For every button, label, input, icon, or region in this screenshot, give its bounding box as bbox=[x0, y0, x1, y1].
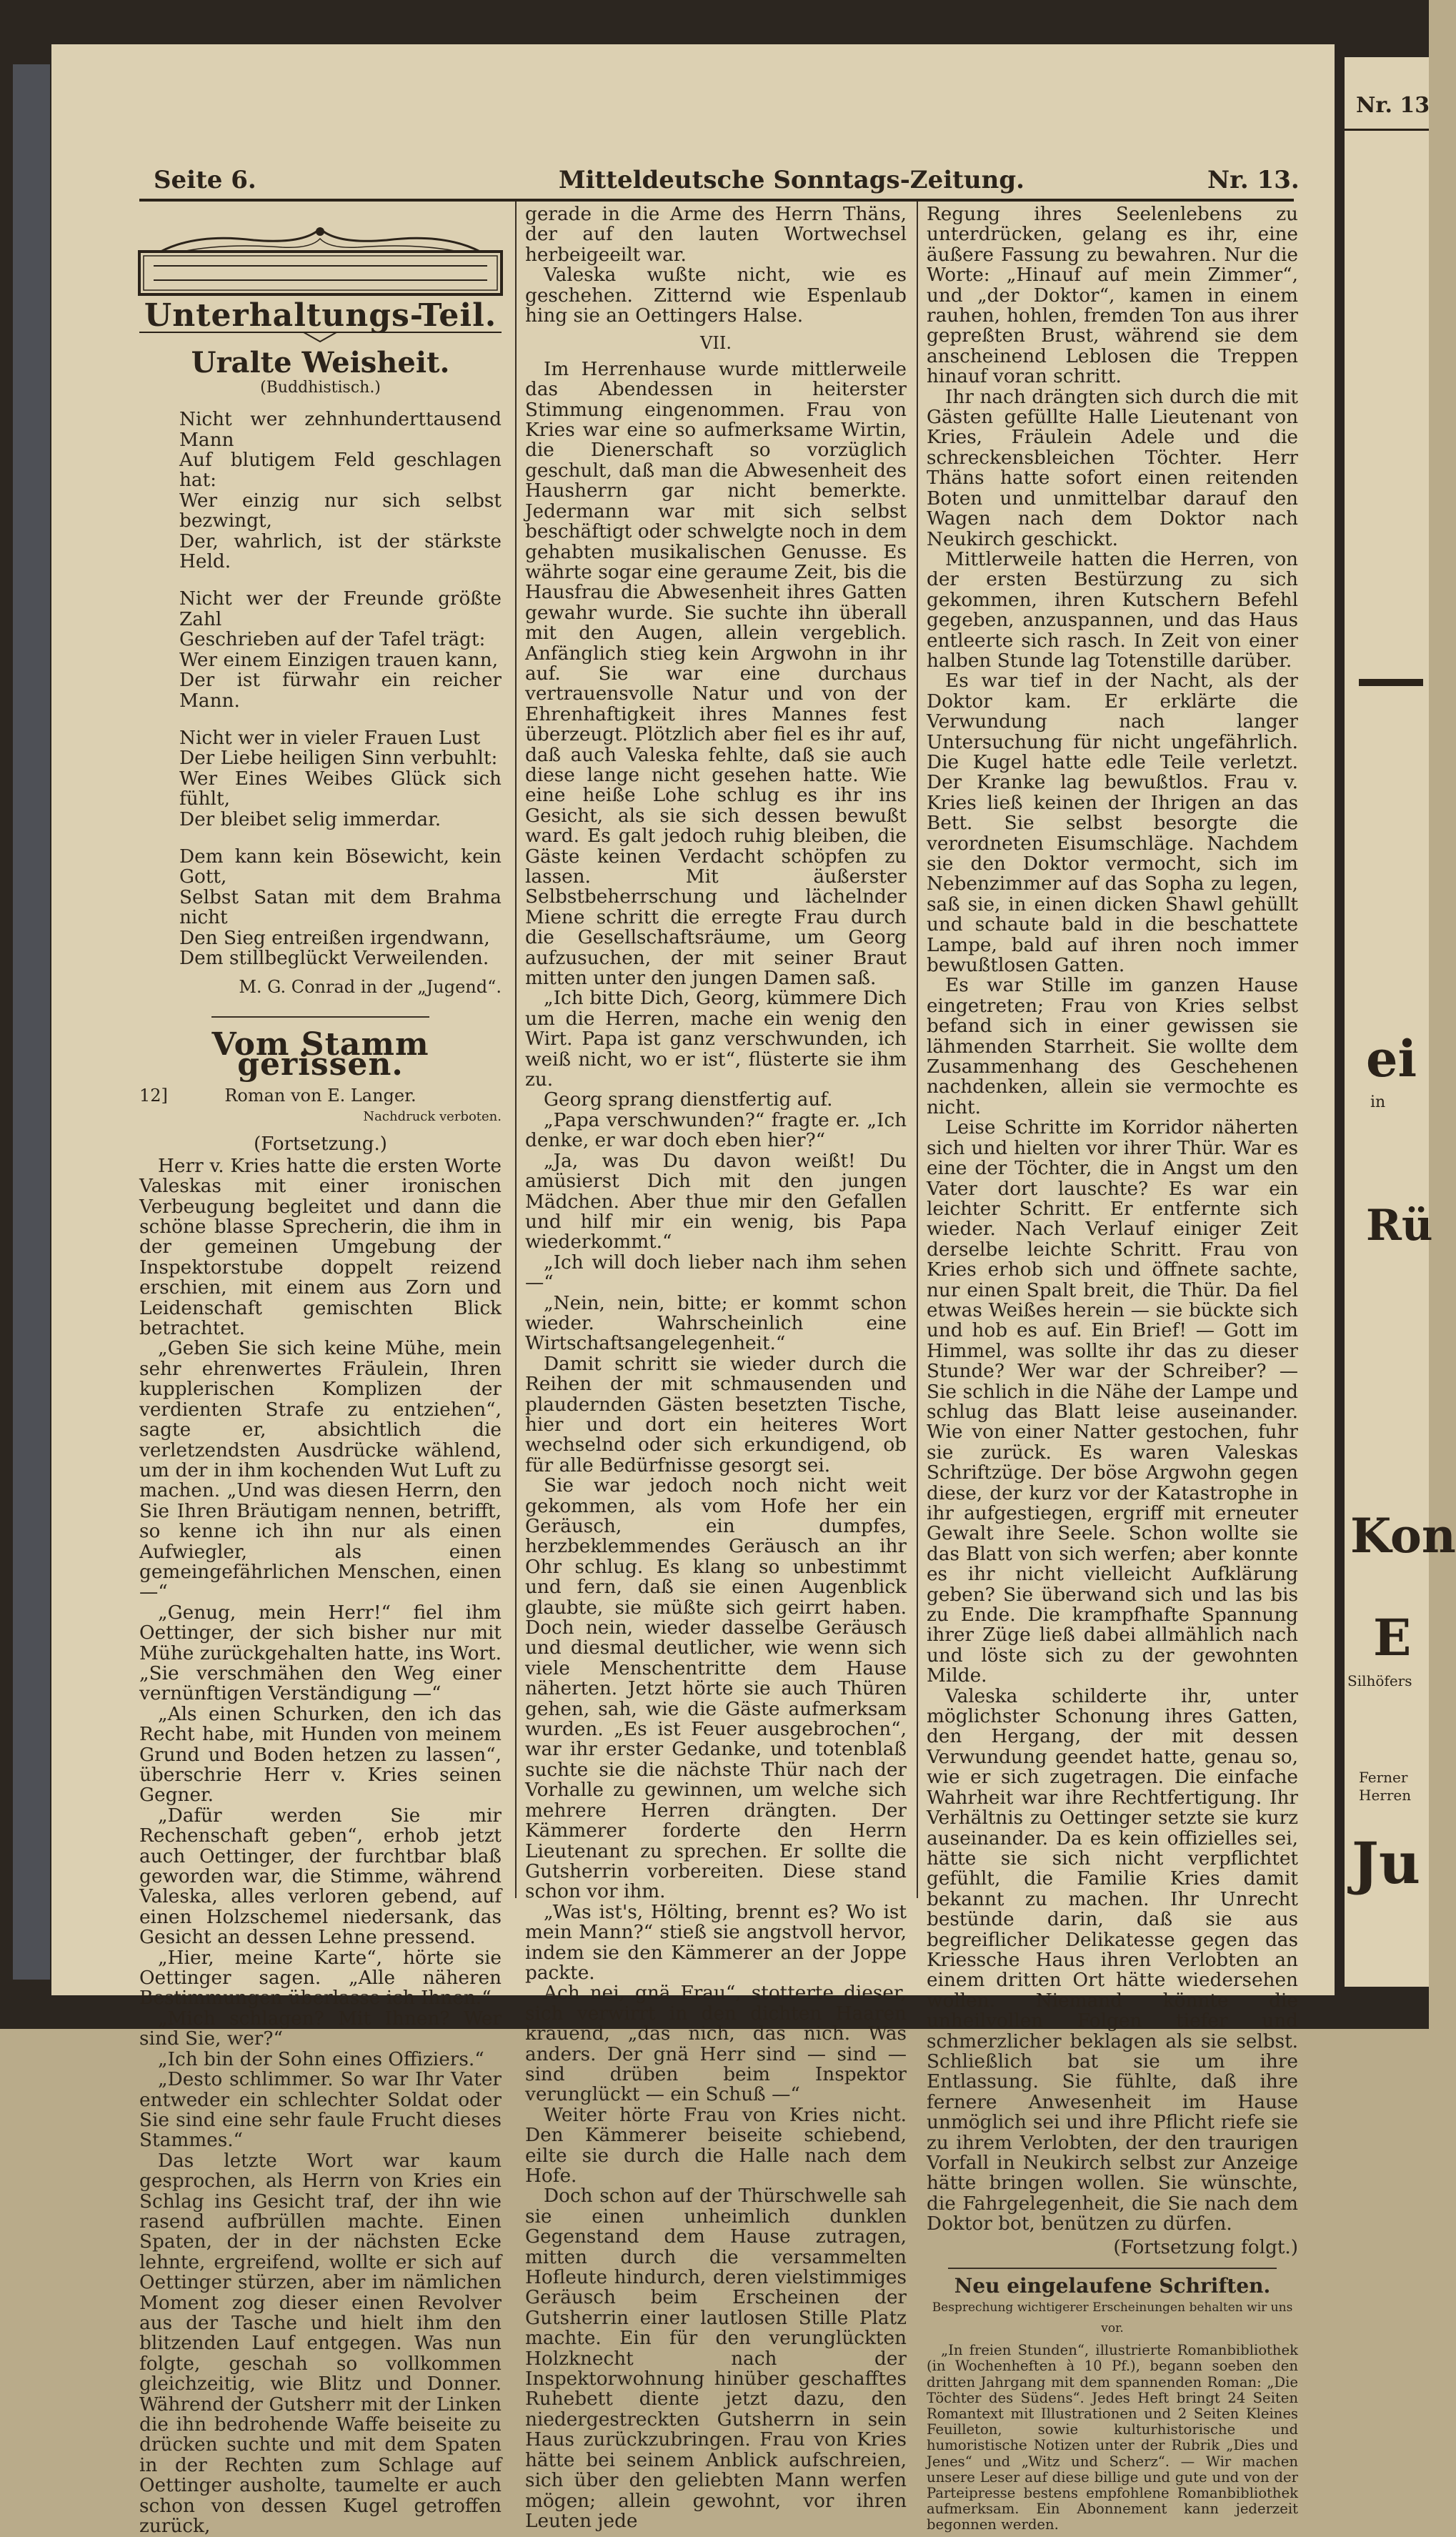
adjacent-fragment: Silhöfers bbox=[1347, 1672, 1412, 1689]
poem-stanza bbox=[179, 847, 502, 968]
poem-stanzas bbox=[139, 409, 502, 968]
poem-title: Uralte Weisheit. bbox=[191, 346, 450, 380]
poem-line: Wer einzig nur sich selbst bezwingt, bbox=[179, 490, 502, 532]
poem-line: Wer Eines Weibes Glück sich fühlt, bbox=[179, 768, 502, 810]
paragraph: „Dafür werden Sie mir Rechenschaft geben“, erhob jetzt auch Oettinger, der furchtbar blaß geworden war, die Stimme, während Valeska, alles verloren gebend, auf einen Holzschemel niedersank, das Gesicht an dessen Lehne pressend. bbox=[139, 1804, 502, 1949]
poem-line: Der Liebe heiligen Sinn verbuhlt: bbox=[179, 748, 498, 770]
paragraph: „Ich will doch lieber nach ihm sehen —“ bbox=[525, 1251, 907, 1294]
poem-divider bbox=[211, 1016, 429, 1018]
poem-line: Der, wahrlich, ist der stärkste Held. bbox=[179, 530, 502, 573]
paragraph: „Papa verschwunden?“ fragte er. „Ich denke, er war doch eben hier?“ bbox=[525, 1109, 907, 1152]
poem-line: Dem stillbeglückt Verweilenden. bbox=[179, 947, 489, 969]
paragraph: Georg sprang dienstfertig auf. bbox=[544, 1089, 833, 1111]
column-rule bbox=[917, 202, 918, 1898]
novel-text-col2-top bbox=[525, 204, 907, 326]
adjacent-rule bbox=[1345, 129, 1429, 131]
novel-author: Roman von E. Langer. bbox=[224, 1085, 417, 1106]
paragraph: „Geben Sie sich keine Mühe, mein sehr ehrenwertes Fräulein, Ihren kupplerischen Komplizen der verdienten Strafe zu entziehen“, sagte er, absichtlich die verletzendsten Ausdrücke wählend, um der in ihm kochenden Wut Luft zu machen. „Und was diesen Herrn, den Sie Ihren Bräutigam nennen, betrifft, so kenne ich ihn nur als einen Aufwiegler, als einen gemeingefährlichen Menschen, einen —“ bbox=[139, 1338, 502, 1604]
column-2 bbox=[525, 204, 907, 2531]
novel-text-col3 bbox=[927, 204, 1298, 2235]
paragraph: „Hier, meine Karte“, hörte sie Oettinger sagen. „Alle näheren Bestimmungen überlasse ich Ihnen.“ bbox=[139, 1947, 502, 2010]
poem-line: Wer einem Einzigen trauen kann, bbox=[179, 649, 499, 671]
poem-subtitle: (Buddhistisch.) bbox=[260, 378, 381, 397]
adjacent-fragment: in bbox=[1370, 1093, 1386, 1111]
writings-divider bbox=[948, 2268, 1277, 2269]
poem-stanza bbox=[179, 728, 502, 830]
paragraph: „Desto schlimmer. So war Ihr Vater entweder ein schlechter Soldat oder Sie sind eine sehr faule Frucht dieses Stammes.“ bbox=[139, 2069, 502, 2152]
paragraph: „Genug, mein Herr!“ fiel ihm Oettinger, der sich bisher nur mit Mühe zurückgehalten hatte, ins Wort. „Sie verschmähen den Weg einer vernünftigen Verständigung —“ bbox=[139, 1602, 502, 1705]
poem-stanza bbox=[179, 589, 502, 710]
novel-text-col2 bbox=[525, 359, 907, 2531]
paragraph: „Ich bitte Dich, Georg, kümmere Dich um die Herren, mache ein wenig den Wirt. Papa ist ganz verschwunden, ich weiß nicht, wo er ist“, flüsterte sie ihm zu. bbox=[525, 988, 907, 1091]
paragraph: Ihr nach drängten sich durch die mit Gästen gefüllte Halle Lieutenant von Kries, Fräulein Adele und die schreckensbleichen Töchter. Herr Thäns hatte sofort einen reitenden Boten und unmittelbar darauf den Wagen nach dem Doktor nach Neukirch geschickt. bbox=[927, 386, 1298, 550]
poem-line: Den Sieg entreißen irgendwann, bbox=[179, 927, 490, 949]
paragraph: „Was ist's, Hölting, brennt es? Wo ist mein Mann?“ stieß sie angstvoll hervor, indem sie den Kämmerer an der Joppe packte. bbox=[525, 1901, 907, 1984]
paragraph: Valeska schilderte ihr, unter möglichster Schonung ihres Gatten, den Hergang, der mit dessen Verwundung geendet hatte, genau so, wie er sich zugetragen. Die einfache Wahrheit war ihre Rechtfertigung. Ihr Verhältnis zu Oettinger setzte sie kurz auseinander. Da es kein offizielles sei, hätte sie sich nicht verpflichtet gefühlt, die Familie Kries damit bekannt zu machen. Ihr Unrecht bestünde darin, daß sie aus begreiflicher Delikatesse gegen das Kriessche Haus ihren Verlobten an einem dritten Ort hätte wiedersehen wollen. Niemand könnte die unheilvollen Folgen tiefer und schmerzlicher beklagen als sie selbst. Schließlich bat sie um ihre Entlassung. Sie fühlte, daß ihre fernere Anwesenheit im Hause unmöglich sei und ihre Pflicht riefe sie zu ihrem Verlobten, der den traurigen Vorfall in Neukirch selbst zur Anzeige hätte bringen wollen. Sie wünschte, die Fahrgelegenheit, die Sie nach dem Doktor bot, benützen zu dürfen. bbox=[927, 1685, 1298, 2235]
poem-stanza bbox=[179, 409, 502, 572]
poem-line: Auf blutigem Feld geschlagen hat: bbox=[179, 450, 502, 492]
section-divider bbox=[139, 327, 502, 340]
section-title: Unterhaltungs-Teil. bbox=[144, 297, 497, 334]
to-be-continued: (Fortsetzung folgt.) bbox=[1113, 2236, 1298, 2258]
adjacent-fragment: Kon bbox=[1350, 1508, 1456, 1564]
column-rule bbox=[515, 202, 517, 1898]
novel-text-col1 bbox=[139, 1156, 502, 2537]
paragraph: „Ja, was Du davon weißt! Du amüsierst Dich mit den jungen Mädchen. Aber thue mir den Gefallen und hilf mir ein wenig, bis Papa wiederkommt.“ bbox=[525, 1150, 907, 1253]
poem-line: Dem kann kein Bösewicht, kein Gott, bbox=[179, 845, 502, 888]
section-ornament bbox=[139, 223, 502, 302]
book-binding bbox=[13, 64, 50, 1980]
paragraph: Es war Stille im ganzen Hause eingetreten; Frau von Kries selbst befand sich in einer gewissen sie lähmenden Starrheit. Sie wollte dem Zusammenhang des Geschehenen nachdenken, allein sie vermochte es nicht. bbox=[927, 975, 1298, 1118]
paragraph: Ach nei, gnä Frau“, stotterte dieser, sich verwirrt in den dichten Haaren krauend, „das nich, das nich. Was anders. Der gnä Herr sind — sind — sind drüben beim Inspektor verunglückt — ein Schuß —“ bbox=[525, 1982, 907, 2106]
novel-title: Vom Stamm gerissen. bbox=[211, 1026, 429, 1083]
chapter-heading: VII. bbox=[700, 333, 732, 354]
poem-line: Der ist fürwahr ein reicher Mann. bbox=[179, 670, 502, 712]
poem-attribution: M. G. Conrad in der „Jugend“. bbox=[239, 977, 502, 998]
column-1 bbox=[139, 204, 502, 2536]
writings-title: Neu eingelaufene Schriften. bbox=[954, 2274, 1271, 2298]
adjacent-fragment: ei bbox=[1366, 1029, 1417, 1088]
adjacent-fragment: Herren bbox=[1359, 1787, 1412, 1804]
issue-number: Nr. 13. bbox=[1207, 166, 1300, 194]
reprint-notice: Nachdruck verboten. bbox=[363, 1109, 502, 1124]
adjacent-fragment: E bbox=[1373, 1608, 1412, 1667]
poem-line: Nicht wer zehnhunderttausend Mann bbox=[179, 409, 502, 451]
paragraph: Doch schon auf der Thürschwelle sah sie einen unheimlich dunklen Gegenstand dem Hause zutragen, mitten durch die versammelten Hofleute hindurch, deren vielstimmiges Geräusch beim Erscheinen der Gutsherrin einer lautlosen Stille Platz machte. Ein für den verunglückten Holzknecht nach der Inspektorwohnung hinüber geschafftes Ruhebett diente jetzt dazu, den niedergestreckten Gutsherrn in sein Haus zurückzubringen. Frau von Kries hätte bei seinem Anblick aufschreien, sich über den geliebten Mann werfen mögen; allein gewohnt, vor ihren Leuten jede bbox=[525, 2185, 907, 2532]
adjacent-fragment: Rü bbox=[1366, 1201, 1433, 1251]
paragraph: „Als einen Schurken, den ich das Recht habe, mit Hunden von meinem Grund und Boden hetzen zu lassen“, überschrie Herr v. Kries seinen Gegner. bbox=[139, 1703, 502, 1807]
paragraph: „Mich schlagen? Mit Ihnen? Wer sind Sie, wer?“ bbox=[139, 2007, 502, 2050]
paragraph: Regung ihres Seelenlebens zu unterdrücken, gelang es ihr, eine äußere Fassung zu bewahren. Nur die Worte: „Hinauf auf mein Zimmer“, und „der Doktor“, kamen in einem rauhen, hohlen, fremden Ton aus ihrer gepreßten Brust, während sie dem anscheinend Leblosen die Treppen hinauf voran schritt. bbox=[927, 204, 1298, 388]
paragraph: Sie war jedoch noch nicht weit gekommen, als vom Hofe her ein Geräusch, ein dumpfes, herzbeklemmendes Geräusch an ihr Ohr schlug. Es klang so unbestimmt und fern, daß sie einen Augenblick glaubte, sie müßte sich geirrt haben. Doch nein, wieder dasselbe Geräusch und diesmal deutlicher, wie wenn sich viele Menschentritte dem Hause näherten. Jetzt hörte sie auch Thüren gehen, sah, wie die Gäste aufmerksam wurden. „Es ist Feuer ausgebrochen“, war ihr erster Gedanke, und totenblaß suchte sie die nächste Thür nach der Vorhalle zu gewinnen, um welche sich mehrere Herren drängten. Der Kämmerer forderte den Herrn Lieutenant zu sprechen. Er sollte die Gutsherrin vorbereiten. Diese stand schon vor ihm. bbox=[525, 1475, 907, 1903]
poem-line: Der bleibet selig immerdar. bbox=[179, 808, 442, 830]
paragraph: „Ich bin der Sohn eines Offiziers.“ bbox=[158, 2048, 484, 2070]
poem-line: Selbst Satan mit dem Brahma nicht bbox=[179, 886, 502, 929]
writings-paragraph: „In freien Stunden“, illustrierte Romanbibliothek (in Wochenheften à 10 Pf.), begann soeben den dritten Jahrgang mit dem spannenden Roman: „Die Töchter des Südens“. Jedes Heft bringt 24 Seiten Romantext mit Illustrationen und 2 Seiten Kleines Feuilleton, sowie kulturhistorische und humoristische Notizen unter der Rubrik „Dies und Jenes“ und „Witz und Scherz“. — Wir machen unsere Leser auf diese billige und gute und von der Parteipresse bestens empfohlene Romanbibliothek aufmerksam. Ein Abonnement kann jederzeit begonnen werden. bbox=[927, 2342, 1298, 2533]
writings-body bbox=[927, 2343, 1298, 2533]
newspaper-title: Mitteldeutsche Sonntags-Zeitung. bbox=[559, 166, 1024, 194]
adjacent-ornament bbox=[1359, 679, 1423, 686]
paragraph: Weiter hörte Frau von Kries nicht. Den Kämmerer beiseite schiebend, eilte sie durch die Halle nach dem Hofe. bbox=[525, 2104, 907, 2187]
paragraph: Herr v. Kries hatte die ersten Worte Valeskas mit einer ironischen Verbeugung begleitet und dann die schöne blasse Sprecherin, die ihm in der gemeinen Umgebung der Inspektorstube doppelt reizend erschien, mit einem aus Zorn und Leidenschaft gemischten Blick betrachtet. bbox=[139, 1155, 502, 1340]
column-3 bbox=[927, 204, 1298, 2533]
poem-line: Nicht wer in vieler Frauen Lust bbox=[179, 727, 481, 749]
paragraph: „Nein, nein, bitte; er kommt schon wieder. Wahrscheinlich eine Wirtschaftsangelegenheit.“ bbox=[525, 1292, 907, 1355]
paragraph: Leise Schritte im Korridor näherten sich und hielten vor ihrer Thür. War es eine der Töchter, die in Angst um den Vater dort lauschte? Es war ein leichter Schritt. Er entfernte sich wieder. Nach Verlauf einiger Zeit derselbe leichte Schritt. Frau von Kries erhob sich und öffnete sachte, nur einen Spalt breit, die Thür. Da fiel etwas Weißes herein — sie bückte sich und hob es auf. Ein Brief! — Gott im Himmel, was sollte ihr das zu dieser Stunde? Wer war der Schreiber? — Sie schlich in die Nähe der Lampe und schlug das Blatt leise auseinander. Wie von einer Natter gestochen, fuhr sie zurück. Es waren Valeskas Schriftzüge. Der böse Argwohn gegen diese, der kurz vor der Katastrophe in ihr aufgestiegen, ergriff mit erneuter Gewalt ihre Seele. Schon wollte sie das Blatt von sich werfen; aber konnte es ihr nicht vielleicht Aufklärung geben? Sie überwand sich und las bis zu Ende. Die krampfhafte Spannung ihrer Züge ließ dabei allmählich nach und löste sich zu der gewohnten Milde. bbox=[927, 1117, 1298, 1687]
paragraph: Mittlerweile hatten die Herren, von der ersten Bestürzung zu sich gekommen, ihren Kutschern Befehl gegeben, anzuspannen, und das Haus entleerte sich rasch. In Zeit von einer halben Stunde lag Totenstille darüber. bbox=[927, 548, 1298, 672]
paragraph: Im Herrenhause wurde mittlerweile das Abendessen in heiterster Stimmung eingenommen. Frau von Kries war eine so aufmerksame Wirtin, die Dienerschaft so vorzüglich geschult, daß man die Abwesenheit des Hausherrn gar nicht bemerkte. Jedermann war mit sich selbst beschäftigt oder schwelgte noch in dem gehabten musikalischen Genusse. Es währte sogar eine geraume Zeit, bis die Hausfrau die Abwesenheit ihres Gatten gewahr wurde. Sie suchte ihn überall mit den Augen, allein vergeblich. Anfänglich stieg kein Argwohn in ihr auf. Sie war eine durchaus vertrauensvolle Natur und von der Ehrenhaftigkeit ihres Mannes fest überzeugt. Plötzlich aber fiel es ihr auf, daß auch Valeska fehlte, daß sie auch diese lange nicht gesehen hatte. Wie eine heiße Lohe schlug es ihr ins Gesicht, als sie sich dessen bewußt ward. Es galt jedoch ruhig bleiben, die Gäste keinen Verdacht schöpfen zu lassen. Mit äußerster Selbstbeherrschung und lächelnder Miene schritt die erregte Frau durch die Gesellschaftsräume, um Georg aufzusuchen, der mit seiner Braut mitten unter den jungen Damen saß. bbox=[525, 358, 907, 990]
page-number: Seite 6. bbox=[154, 166, 256, 194]
header-rule bbox=[139, 199, 1294, 202]
adjacent-fragment: Nr. 13 bbox=[1356, 93, 1430, 118]
adjacent-fragment: Ferner bbox=[1359, 1769, 1408, 1786]
paragraph: Es war tief in der Nacht, als der Doktor kam. Er erklärte die Verwundung nach langer Untersuchung für nicht ungefährlich. Die Kugel hatte edle Teile verletzt. Der Kranke lag bewußtlos. Frau v. Kries ließ keinen der Ihrigen an das Bett. Sie selbst besorgte die verordneten Eisumschläge. Nachdem sie den Doktor vermocht, sich im Nebenzimmer auf das Sopha zu legen, saß sie, in einen dicken Shawl gehüllt und schaute bald in die beschattete Lampe, bald auf ihren noch immer bewußtlosen Gatten. bbox=[927, 670, 1298, 977]
poem-line: Geschrieben auf der Tafel trägt: bbox=[179, 629, 486, 651]
adjacent-page bbox=[1345, 57, 1456, 1987]
continued-note: (Fortsetzung.) bbox=[254, 1133, 387, 1156]
poem-line: Nicht wer der Freunde größte Zahl bbox=[179, 588, 502, 630]
adjacent-fragment: Ju bbox=[1352, 1829, 1421, 1897]
paragraph: Damit schritt sie wieder durch die Reihen der mit schmausenden und plaudernden Gästen besetzten Tische, hier und dort ein heiteres Wort wechselnd oder sich erkundigend, ob für alle Bedürfnisse gesorgt sei. bbox=[525, 1353, 907, 1476]
installment-number: 12] bbox=[139, 1085, 168, 1106]
novel-byline bbox=[139, 1086, 502, 1106]
paragraph: Valeska wußte nicht, wie es geschehen. Zitternd wie Espenlaub hing sie an Oettingers Halse. bbox=[525, 264, 907, 327]
paragraph: gerade in die Arme des Herrn Thäns, der auf den lauten Wortwechsel herbeigeeilt war. bbox=[525, 204, 907, 266]
paragraph: Das letzte Wort war kaum gesprochen, als Herrn von Kries ein Schlag ins Gesicht traf, der ihn wie rasend aufbrüllen machte. Einen Spaten, der in der nächsten Ecke lehnte, ergreifend, wollte er sich auf Oettinger stürzen, aber im nämlichen Moment zog dieser einen Revolver aus der Tasche und hielt ihm den blitzenden Lauf entgegen. Was nun folgte, geschah so vollkommen gleichzeitig, wie Blitz und Donner. Während der Gutsherr mit der Linken die ihn bedrohende Waffe beiseite zu drücken suchte und mit dem Spaten in der Rechten zum Schlage auf Oettinger ausholte, taumelte er auch schon von dessen Kugel getroffen zurück, bbox=[139, 2150, 502, 2537]
writings-subtitle: Besprechung wichtigerer Erscheinungen behalten wir uns vor. bbox=[932, 2300, 1293, 2335]
